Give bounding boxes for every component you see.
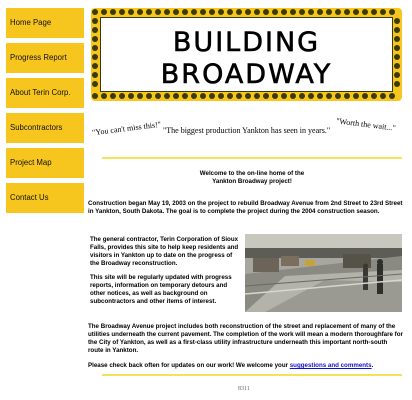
marquee-bulb xyxy=(263,9,269,15)
tagline-left: "You can't miss this!" xyxy=(91,119,162,138)
marquee-bulb xyxy=(299,9,305,15)
marquee-bulb xyxy=(191,9,197,15)
nav-subcontractors-label: Subcontractors xyxy=(10,123,63,132)
marquee-bulb xyxy=(146,9,152,15)
marquee-bulb xyxy=(92,54,98,60)
marquee-bulb xyxy=(182,93,188,99)
marquee-bulb xyxy=(362,93,368,99)
divider-bottom xyxy=(102,374,402,376)
marquee-bulb xyxy=(308,93,314,99)
marquee-bulb xyxy=(371,93,377,99)
marquee-bulb xyxy=(227,9,233,15)
marquee-bulb xyxy=(155,9,161,15)
marquee-bulb xyxy=(146,93,152,99)
marquee-bulb xyxy=(394,27,400,33)
intro-line2: Yankton Broadway project! xyxy=(212,178,292,185)
marquee-bulb xyxy=(335,93,341,99)
hit-counter: 8311 xyxy=(238,386,250,392)
marquee-bulb xyxy=(155,93,161,99)
intro-heading xyxy=(102,170,402,186)
marquee-bulb xyxy=(137,93,143,99)
marquee-bulb xyxy=(281,9,287,15)
marquee-bulb xyxy=(119,9,125,15)
marquee-bulb xyxy=(101,9,107,15)
marquee-bulb xyxy=(218,93,224,99)
marquee-bulb xyxy=(371,9,377,15)
marquee-bulb xyxy=(92,63,98,69)
marquee-bulb xyxy=(326,9,332,15)
marquee-bulb xyxy=(254,93,260,99)
marquee-bulb xyxy=(164,93,170,99)
marquee-bulb xyxy=(92,18,98,24)
paragraph-contractor: The general contractor, Terin Corporation of Sioux Falls, provides this site to help keep residents and visitors in Yankton up to date on the progress of the Broadway reconstruction. xyxy=(90,236,239,267)
marquee-bulb xyxy=(191,93,197,99)
nav-about-terin[interactable] xyxy=(6,78,84,109)
marquee-bulb xyxy=(128,9,134,15)
marquee-bulb xyxy=(344,9,350,15)
marquee-bulb xyxy=(394,63,400,69)
nav-contact-us[interactable] xyxy=(6,183,84,214)
marquee-bulb xyxy=(218,9,224,15)
marquee-bulb xyxy=(92,9,98,15)
banner-title-line2: BROADWAY xyxy=(160,59,333,90)
marquee-bulb xyxy=(209,9,215,15)
check-back-text: Please check back often for updates on our work! We welcome your xyxy=(88,362,290,369)
marquee-bulb xyxy=(281,93,287,99)
marquee-bulb xyxy=(353,9,359,15)
marquee-bulb xyxy=(200,9,206,15)
marquee-bulb xyxy=(119,93,125,99)
marquee-bulb xyxy=(389,9,395,15)
paragraph-updates: This site will be regularly updated with progress reports, information on temporary detours and other notices, as well as background on subcontractors and other items of interest. xyxy=(90,274,232,305)
paragraph-check-back xyxy=(88,362,403,370)
tagline-center: "The biggest production Yankton has seen in years." xyxy=(163,126,331,135)
marquee-bulb xyxy=(164,9,170,15)
marquee-bulb xyxy=(236,9,242,15)
nav-subcontractors[interactable] xyxy=(6,113,84,144)
marquee-bulb xyxy=(326,93,332,99)
marquee-bulb xyxy=(394,36,400,42)
nav-about-terin-label: About Terin Corp. xyxy=(10,88,71,97)
sidebar-nav xyxy=(6,8,84,214)
marquee-bulb xyxy=(344,93,350,99)
marquee-bulb xyxy=(110,9,116,15)
marquee-bulb xyxy=(209,93,215,99)
nav-progress-report[interactable] xyxy=(6,43,84,74)
nav-project-map-label: Project Map xyxy=(10,158,52,167)
marquee-bulb xyxy=(200,93,206,99)
nav-home-page-label: Home Page xyxy=(10,18,52,27)
marquee-bulb xyxy=(236,93,242,99)
marquee-bulb xyxy=(290,9,296,15)
marquee-bulb xyxy=(394,54,400,60)
nav-project-map[interactable] xyxy=(6,148,84,179)
marquee-bulb xyxy=(92,72,98,78)
marquee-bulb xyxy=(182,9,188,15)
marquee-bulb xyxy=(335,9,341,15)
marquee-bulb xyxy=(308,9,314,15)
suggestions-comments-link[interactable]: suggestions and comments xyxy=(289,362,372,369)
marquee-bulb xyxy=(245,9,251,15)
marquee-bulb xyxy=(92,45,98,51)
marquee-bulb xyxy=(263,93,269,99)
paragraph-project-scope: The Broadway Avenue project includes both reconstruction of the street and replacement of many of the utilities underneath the current pavement. The completion of the work will mean a modern thoroughfare for the City of Yankton, as well as a first-class utility infrastructure underneath this important north-south route in Yankton. xyxy=(88,323,403,354)
marquee-bulb xyxy=(173,93,179,99)
marquee-bulb xyxy=(254,9,260,15)
divider-top xyxy=(102,157,402,159)
marquee-bulb xyxy=(92,81,98,87)
marquee-bulb xyxy=(394,18,400,24)
marquee-bulb xyxy=(317,93,323,99)
check-back-suffix: . xyxy=(371,362,374,369)
marquee-bulb xyxy=(394,72,400,78)
marquee-bulb xyxy=(128,93,134,99)
marquee-bulb xyxy=(272,93,278,99)
construction-photo xyxy=(245,234,402,312)
nav-progress-report-label: Progress Report xyxy=(10,53,67,62)
marquee-bulb xyxy=(362,9,368,15)
marquee-bulb xyxy=(394,45,400,51)
marquee-bulb xyxy=(380,93,386,99)
tagline-right: "Worth the wait..." xyxy=(335,116,397,133)
marquee-bulb xyxy=(317,9,323,15)
paragraph-construction: Construction began May 19, 2003 on the project to rebuild Broadway Avenue from 2nd Street to 23rd Street in Yankton, South Dakota. The goal is to complete the project during the 2004 construction season. xyxy=(88,200,403,215)
marquee-bulb xyxy=(101,93,107,99)
marquee-bulb xyxy=(92,27,98,33)
marquee-bulb xyxy=(92,36,98,42)
marquee-bulb xyxy=(290,93,296,99)
nav-contact-us-label: Contact Us xyxy=(10,193,49,202)
marquee-sign xyxy=(100,17,393,92)
marquee-bulb xyxy=(92,93,98,99)
nav-home-page[interactable] xyxy=(6,8,84,39)
construction-scene-image xyxy=(245,234,402,312)
marquee-bulb xyxy=(380,9,386,15)
marquee-bulb xyxy=(227,93,233,99)
marquee-bulb xyxy=(299,93,305,99)
marquee-bulb xyxy=(173,9,179,15)
intro-line1: Welcome to the on-line home of the xyxy=(199,170,305,177)
banner-title-line1: BUILDING xyxy=(172,27,321,58)
marquee-banner xyxy=(91,8,402,101)
marquee-bulb xyxy=(137,9,143,15)
marquee-bulb xyxy=(389,93,395,99)
marquee-bulb xyxy=(110,93,116,99)
marquee-bulb xyxy=(353,93,359,99)
marquee-bulb xyxy=(245,93,251,99)
marquee-bulb xyxy=(272,9,278,15)
marquee-bulb xyxy=(394,81,400,87)
